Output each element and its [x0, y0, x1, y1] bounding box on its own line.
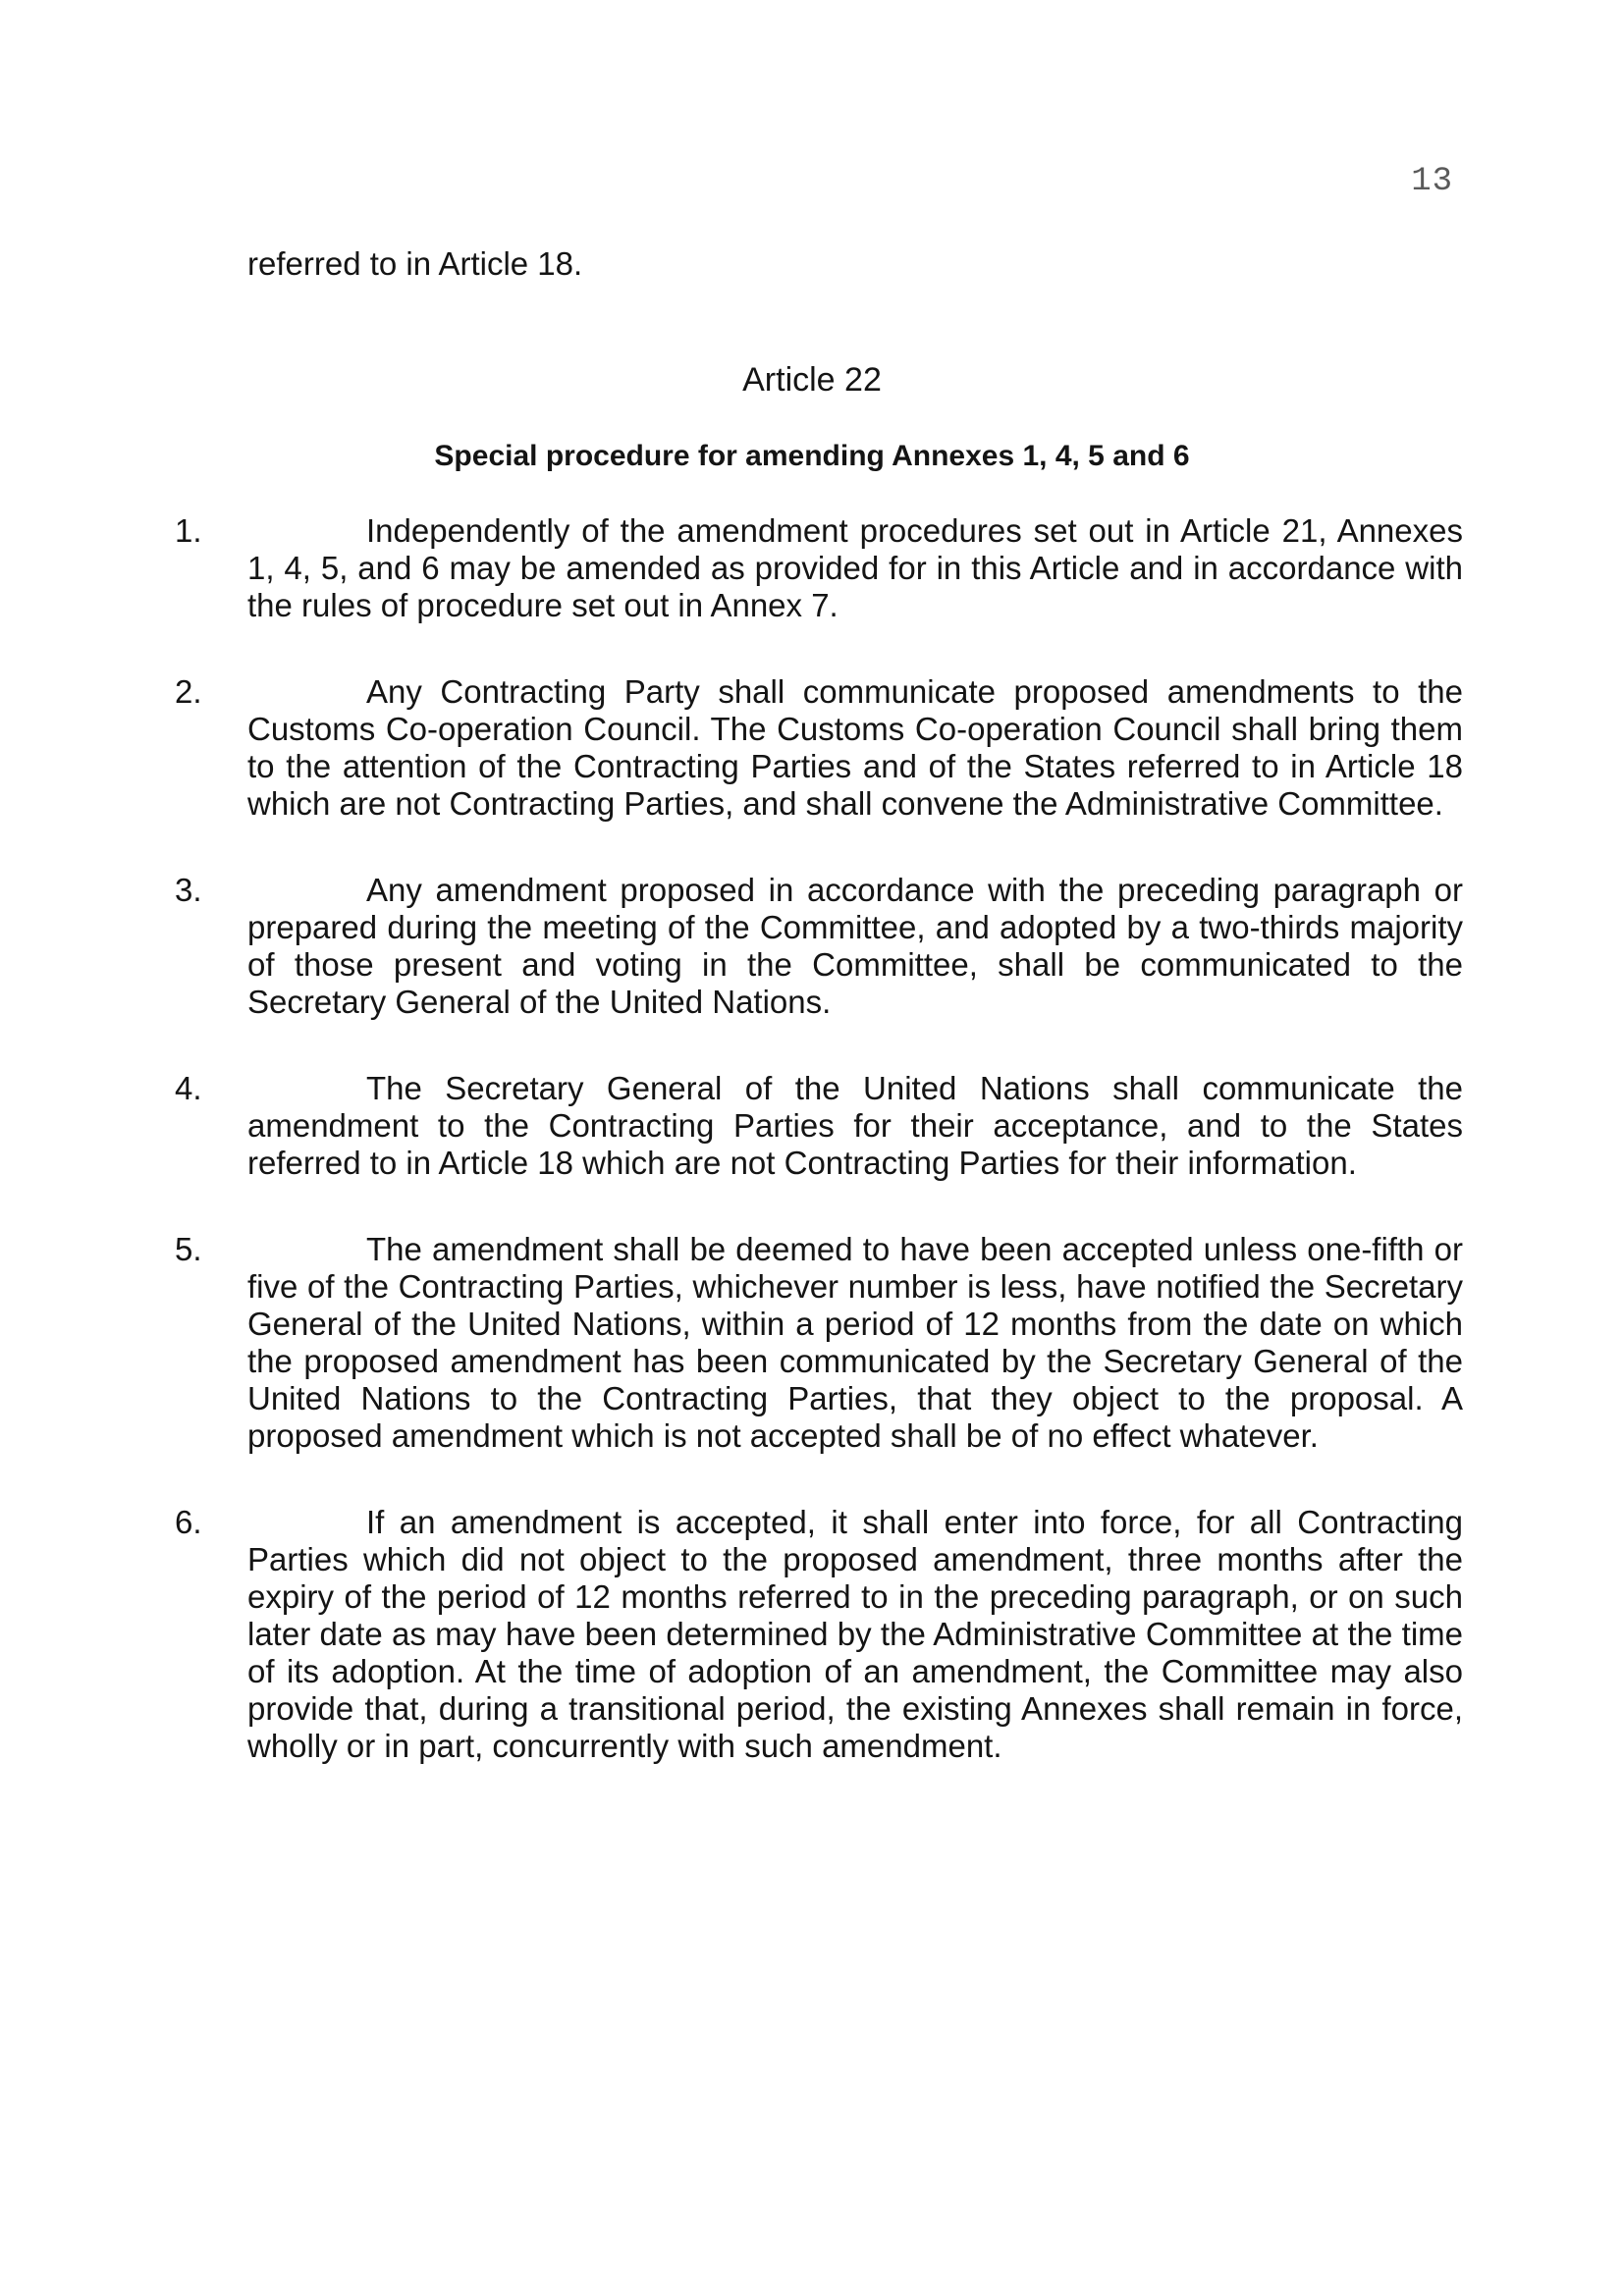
numbered-paragraph — [175, 673, 1463, 823]
paragraph-number: 4. — [175, 1070, 202, 1106]
article-title: Article 22 — [742, 361, 882, 399]
numbered-paragraph — [175, 1231, 1463, 1455]
paragraph-text: The Secretary General of the United Nations shall communicate the amendment to the Contracting Parties for their acceptance, and to the States referred to in Article 18 which are not Contracting Parties for their information. — [247, 1070, 1463, 1181]
numbered-paragraph — [175, 1504, 1463, 1765]
paragraph-number: 6. — [175, 1504, 202, 1540]
continuation-text: referred to in Article 18. — [247, 245, 583, 282]
page-number: 13 — [1411, 163, 1453, 200]
paragraph-text: Independently of the amendment procedures set out in Article 21, Annexes 1, 4, 5, and 6 may be amended as provided for in this Article and in accordance with the rules of procedure set out in Annex 7. — [247, 512, 1463, 623]
paragraph-text: Any amendment proposed in accordance with the preceding paragraph or prepared during the meeting of the Committee, and adopted by a two-thirds majority of those present and voting in the Committee, shall be communicated to the Secretary General of the United Nations. — [247, 872, 1463, 1020]
paragraph-number: 1. — [175, 512, 202, 549]
document-content — [175, 245, 1463, 1814]
paragraph-text: The amendment shall be deemed to have been accepted unless one-fifth or five of the Contracting Parties, whichever number is less, have notified the Secretary General of the United Nations, within a period of 12 months from the date on which the proposed amendment has been communicated by the Secretary General of the United Nations to the Contracting Parties, that they object to the proposal. A proposed amendment which is not accepted shall be of no effect whatever. — [247, 1231, 1463, 1454]
paragraph-text: Any Contracting Party shall communicate proposed amendments to the Customs Co-operation Council. The Customs Co-operation Council shall bring them to the attention of the Contracting Parties and of the States referred to in Article 18 which are not Contracting Parties, and shall convene the Administrative Committee. — [247, 673, 1463, 822]
numbered-paragraph — [175, 872, 1463, 1021]
paragraph-text: If an amendment is accepted, it shall enter into force, for all Contracting Parties which did not object to the proposed amendment, three months after the expiry of the period of 12 months referred to in the preceding paragraph, or on such later date as may have been determined by the Administrative Committee at the time of its adoption. At the time of adoption of an amendment, the Committee may also provide that, during a transitional period, the existing Annexes shall remain in force, wholly or in part, concurrently with such amendment. — [247, 1504, 1463, 1764]
numbered-paragraph — [175, 512, 1463, 624]
paragraph-number: 5. — [175, 1231, 202, 1267]
article-subtitle: Special procedure for amending Annexes 1, 4, 5 and 6 — [434, 440, 1190, 472]
paragraph-number: 2. — [175, 673, 202, 710]
paragraph-list — [175, 512, 1463, 1765]
paragraph-number: 3. — [175, 872, 202, 908]
numbered-paragraph — [175, 1070, 1463, 1182]
